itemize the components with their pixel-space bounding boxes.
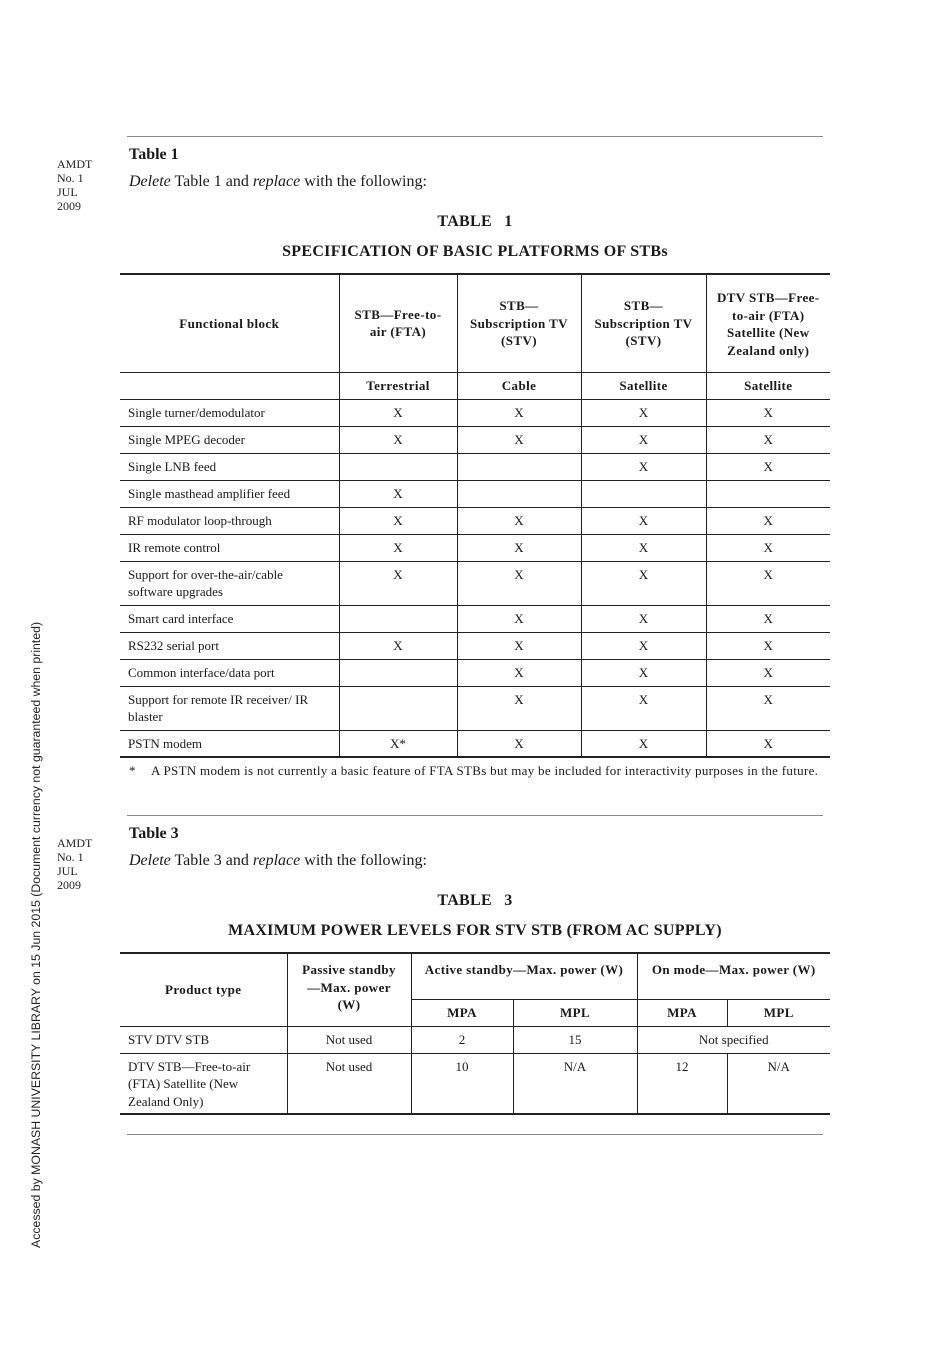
table-row (120, 480, 830, 507)
cell: X (706, 561, 830, 605)
cell: X* (339, 730, 457, 757)
cell: X (581, 730, 706, 757)
cell: X (706, 730, 830, 757)
subheader-on-mpa: MPA (637, 999, 727, 1026)
cell: X (581, 507, 706, 534)
side-access-note: Accessed by MONASH UNIVERSITY LIBRARY on 15 Jun 2015 (Document currency not guaranteed when printed) (29, 621, 43, 1248)
cell (339, 686, 457, 730)
header-product-type: Product type (120, 953, 287, 1026)
cell: X (581, 561, 706, 605)
row-product: STV DTV STB (120, 1026, 287, 1053)
table-row (120, 686, 830, 730)
instr-replace: replace (252, 173, 301, 190)
instr-mid: Table 3 and (170, 852, 253, 869)
cell: X (581, 605, 706, 632)
cell (581, 480, 706, 507)
cell: X (706, 659, 830, 686)
table-3-number: TABLE 3 (437, 892, 513, 909)
section-title-table-1: Table 1 (129, 146, 179, 163)
row-label: Single LNB feed (120, 453, 339, 480)
cell-on-mpa: 12 (637, 1053, 727, 1114)
cell: X (339, 561, 457, 605)
instr-replace: replace (252, 852, 301, 869)
amdt-label: AMDT (57, 157, 93, 171)
instr-mid: Table 1 and (170, 173, 253, 190)
cell (706, 480, 830, 507)
table-row (120, 1026, 830, 1053)
cell: X (581, 534, 706, 561)
table-1-caption: SPECIFICATION OF BASIC PLATFORMS OF STBs (282, 243, 668, 260)
cell: X (457, 659, 581, 686)
amdt-year: 2009 (57, 878, 81, 892)
cell: X (706, 632, 830, 659)
cell: X (457, 686, 581, 730)
table-row (120, 534, 830, 561)
cell-on-mode: Not specified (637, 1026, 830, 1053)
table-row (120, 659, 830, 686)
row-product: DTV STB—Free-to-air (FTA) Satellite (New Zealand Only) (120, 1053, 287, 1114)
cell: X (581, 399, 706, 426)
cell (457, 453, 581, 480)
cell-active-mpa: 2 (411, 1026, 513, 1053)
subheader-on-mpl: MPL (727, 999, 830, 1026)
cell (339, 453, 457, 480)
cell: X (706, 426, 830, 453)
amdt-month: JUL (57, 185, 78, 199)
top-rule (127, 136, 823, 137)
cell: X (581, 453, 706, 480)
cell: X (339, 426, 457, 453)
cell: X (457, 632, 581, 659)
cell: X (706, 399, 830, 426)
cell (339, 605, 457, 632)
row-label: Single MPEG decoder (120, 426, 339, 453)
amendment-note-1 (57, 157, 92, 213)
section-instruction-3 (129, 852, 427, 870)
table-row (120, 605, 830, 632)
cell (457, 480, 581, 507)
bottom-rule (127, 1134, 823, 1135)
subheader-empty (120, 372, 339, 399)
cell-active-mpa: 10 (411, 1053, 513, 1114)
table-3-caption: MAXIMUM POWER LEVELS FOR STV STB (FROM AC SUPPLY) (228, 922, 722, 939)
header-on-mode: On mode—Max. power (W) (637, 953, 830, 999)
instr-delete: Delete (129, 173, 171, 190)
table-row (120, 399, 830, 426)
cell: X (339, 399, 457, 426)
row-label: IR remote control (120, 534, 339, 561)
instr-delete: Delete (129, 852, 171, 869)
row-label: Common interface/data port (120, 659, 339, 686)
header-functional-block: Functional block (120, 274, 339, 372)
amdt-year: 2009 (57, 199, 81, 213)
cell-active-mpl: 15 (513, 1026, 637, 1053)
instr-end: with the following: (300, 852, 427, 869)
amendment-note-2 (57, 836, 92, 892)
row-label: Single turner/demodulator (120, 399, 339, 426)
cell: X (581, 426, 706, 453)
subheader-col-4: Satellite (706, 372, 830, 399)
cell: X (706, 453, 830, 480)
cell: X (457, 507, 581, 534)
table-row (120, 453, 830, 480)
table-row (120, 730, 830, 757)
row-label: Single masthead amplifier feed (120, 480, 339, 507)
amdt-month: JUL (57, 864, 78, 878)
cell (339, 659, 457, 686)
table-1-footnote (129, 762, 821, 780)
cell: X (339, 480, 457, 507)
cell: X (457, 426, 581, 453)
table-row (120, 1053, 830, 1114)
cell: X (706, 605, 830, 632)
subheader-col-2: Cable (457, 372, 581, 399)
table-row (120, 632, 830, 659)
cell: X (706, 534, 830, 561)
cell: X (457, 399, 581, 426)
table-row (120, 561, 830, 605)
subheader-col-3: Satellite (581, 372, 706, 399)
subheader-active-mpa: MPA (411, 999, 513, 1026)
row-label: Support for remote IR receiver/ IR blaster (120, 686, 339, 730)
row-label: PSTN modem (120, 730, 339, 757)
header-active-standby: Active standby—Max. power (W) (411, 953, 637, 999)
cell: X (339, 534, 457, 561)
header-col-2: STB—Subscription TV (STV) (457, 274, 581, 372)
table-row (120, 426, 830, 453)
amdt-label: AMDT (57, 836, 93, 850)
subheader-active-mpl: MPL (513, 999, 637, 1026)
cell: X (457, 605, 581, 632)
amdt-number: No. 1 (57, 171, 84, 185)
middle-rule (127, 815, 823, 816)
cell: X (339, 507, 457, 534)
cell-active-mpl: N/A (513, 1053, 637, 1114)
cell-passive: Not used (287, 1026, 411, 1053)
row-label: Smart card interface (120, 605, 339, 632)
table-row (120, 507, 830, 534)
footnote-text: A PSTN modem is not currently a basic feature of FTA STBs but may be included for interactivity purposes in the future. (151, 763, 819, 778)
cell: X (457, 561, 581, 605)
cell: X (581, 659, 706, 686)
header-passive-standby: Passive standby—Max. power (W) (287, 953, 411, 1026)
cell: X (706, 686, 830, 730)
table-3 (120, 952, 830, 1115)
amdt-number: No. 1 (57, 850, 84, 864)
cell-on-mpl: N/A (727, 1053, 830, 1114)
table-1-number: TABLE 1 (437, 213, 513, 230)
section-title-table-3: Table 3 (129, 825, 179, 842)
header-col-1: STB—Free-to-air (FTA) (339, 274, 457, 372)
instr-end: with the following: (300, 173, 427, 190)
cell: X (581, 632, 706, 659)
cell: X (581, 686, 706, 730)
cell: X (457, 534, 581, 561)
cell: X (457, 730, 581, 757)
row-label: RS232 serial port (120, 632, 339, 659)
cell: X (339, 632, 457, 659)
header-col-4: DTV STB—Free-to-air (FTA) Satellite (New Zealand only) (706, 274, 830, 372)
footnote-mark: * (129, 763, 136, 778)
header-col-3: STB—Subscription TV (STV) (581, 274, 706, 372)
table-1 (120, 273, 830, 758)
row-label: RF modulator loop-through (120, 507, 339, 534)
cell: X (706, 507, 830, 534)
subheader-col-1: Terrestrial (339, 372, 457, 399)
cell-passive: Not used (287, 1053, 411, 1114)
section-instruction-1 (129, 173, 427, 191)
row-label: Support for over-the-air/cable software upgrades (120, 561, 339, 605)
